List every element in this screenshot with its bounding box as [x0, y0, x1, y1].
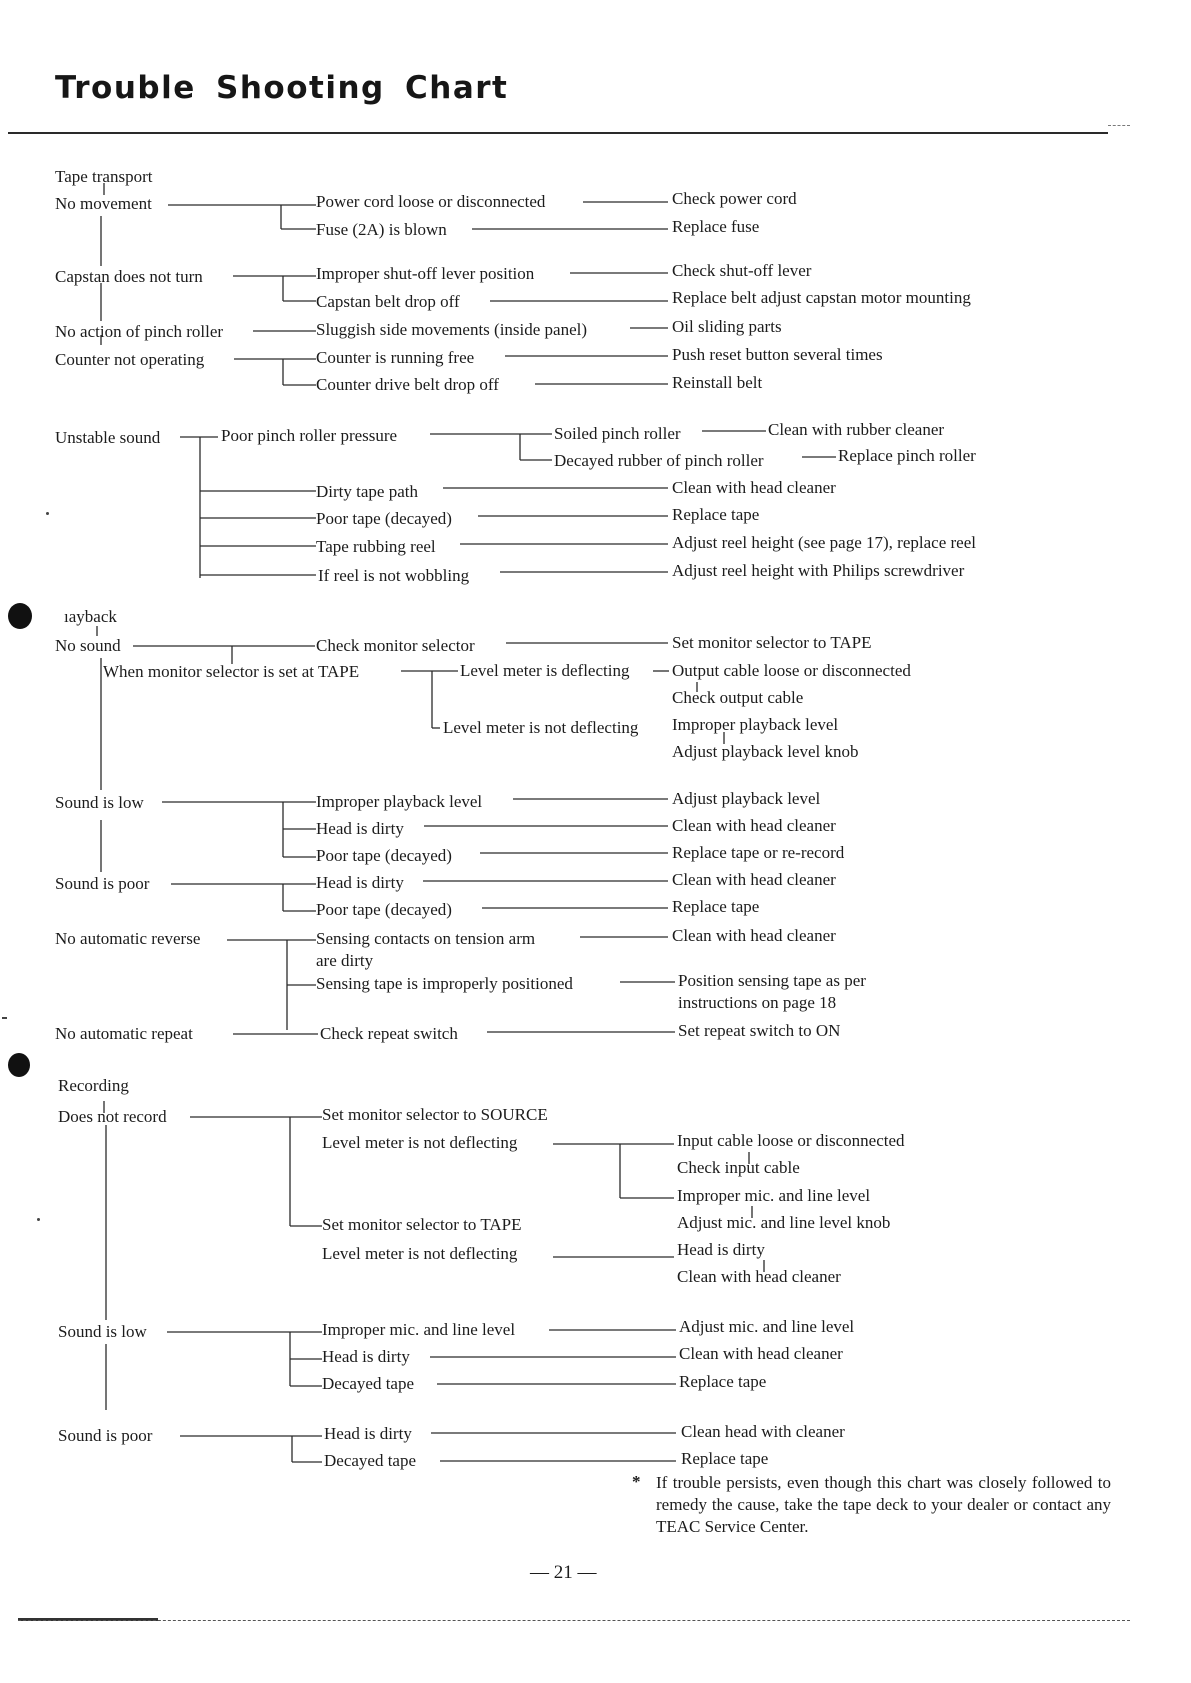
- cause-meter-deflecting: Level meter is deflecting: [460, 661, 630, 680]
- section-recording: Recording: [58, 1076, 129, 1095]
- remedy-adjust-reel: Adjust reel height (see page 17), replace reel: [672, 533, 976, 552]
- cause-dirty-path: Dirty tape path: [316, 482, 418, 501]
- remedy-input-cable: Input cable loose or disconnected: [677, 1131, 905, 1150]
- problem-sound-low: Sound is low: [58, 1322, 147, 1341]
- section-playback: ıayback: [64, 607, 117, 626]
- remedy-clean-head: Clean with head cleaner: [672, 870, 836, 889]
- problem-capstan: Capstan does not turn: [55, 267, 203, 286]
- remedy-replace-tape: Replace tape: [672, 897, 760, 916]
- section-tape-transport: Tape transport: [55, 167, 153, 186]
- remedy-replace-tape: Replace tape: [681, 1449, 769, 1468]
- remedy-replace-belt: Replace belt adjust capstan motor mounting: [672, 288, 971, 307]
- problem-unstable: Unstable sound: [55, 428, 161, 447]
- remedy-clean-rubber: Clean with rubber cleaner: [768, 420, 945, 439]
- cause-set-source: Set monitor selector to SOURCE: [322, 1105, 548, 1124]
- binder-hole-mark: [8, 1053, 30, 1077]
- problem-no-reverse: No automatic reverse: [55, 929, 201, 948]
- remedy-clean-head: Clean head with cleaner: [681, 1422, 845, 1441]
- cause-when-tape: When monitor selector is set at TAPE: [103, 662, 360, 681]
- remedy-position-sensing: Position sensing tape as per: [678, 971, 866, 990]
- cause-head-dirty: Head is dirty: [322, 1347, 410, 1366]
- remedy-oil: Oil sliding parts: [672, 317, 782, 336]
- cause-shutoff: Improper shut-off lever position: [316, 264, 535, 283]
- cause-meter-not-deflecting: Level meter is not deflecting: [443, 718, 639, 737]
- cause-rubbing: Tape rubbing reel: [316, 537, 436, 556]
- remedy-adjust-philips: Adjust reel height with Philips screwdriver: [672, 561, 965, 580]
- cause-head-dirty: Head is dirty: [324, 1424, 412, 1443]
- cause-decayed-tape: Decayed tape: [322, 1374, 415, 1393]
- cause-soiled: Soiled pinch roller: [554, 424, 681, 443]
- page-title: Trouble Shooting Chart: [55, 70, 509, 106]
- remedy-check-output: Check output cable: [672, 688, 804, 707]
- cause-meter-not: Level meter is not deflecting: [322, 1244, 518, 1263]
- remedy-push-reset: Push reset button several times: [672, 345, 883, 364]
- cause-poor-tape: Poor tape (decayed): [316, 846, 452, 865]
- remedy-adjust-mic: Adjust mic. and line level: [679, 1317, 855, 1336]
- remedy-clean-head: Clean with head cleaner: [679, 1344, 843, 1363]
- remedy-replace-rerecord: Replace tape or re-record: [672, 843, 845, 862]
- remedy-clean-head: Clean with head cleaner: [672, 816, 836, 835]
- cause-poor-tape: Poor tape (decayed): [316, 509, 452, 528]
- remedy-clean-head: Clean with head cleaner: [672, 926, 836, 945]
- remedy-replace-fuse: Replace fuse: [672, 217, 760, 236]
- cause-sensing-contacts: Sensing contacts on tension arm: [316, 929, 536, 948]
- problem-sound-poor: Sound is poor: [55, 874, 150, 893]
- cause-improper-playback: Improper playback level: [672, 715, 839, 734]
- cause-meter-not: Level meter is not deflecting: [322, 1133, 518, 1152]
- remedy-set-tape: Set monitor selector to TAPE: [672, 633, 872, 652]
- speck: [2, 1017, 7, 1019]
- cause-check-monitor: Check monitor selector: [316, 636, 475, 655]
- remedy-output-cable: Output cable loose or disconnected: [672, 661, 911, 680]
- remedy-adjust-knob: Adjust playback level knob: [672, 742, 859, 761]
- cause-are-dirty: are dirty: [316, 951, 374, 970]
- problem-no-movement: No movement: [55, 194, 152, 213]
- cause-set-tape: Set monitor selector to TAPE: [322, 1215, 522, 1234]
- bottom-rule: [18, 1620, 1130, 1621]
- cause-wobbling: If reel is not wobbling: [318, 566, 470, 585]
- cause-improper-mic: Improper mic. and line level: [677, 1186, 871, 1205]
- remedy-clean-head: Clean with head cleaner: [677, 1267, 841, 1286]
- cause-head-dirty: Head is dirty: [316, 819, 404, 838]
- cause-decayed-rubber: Decayed rubber of pinch roller: [554, 451, 764, 470]
- page-number: — 21 —: [530, 1562, 597, 1583]
- problem-no-sound: No sound: [55, 636, 121, 655]
- remedy-adjust-level: Adjust playback level: [672, 789, 821, 808]
- cause-decayed-tape: Decayed tape: [324, 1451, 417, 1470]
- remedy-check-input: Check input cable: [677, 1158, 800, 1177]
- remedy-reinstall: Reinstall belt: [672, 373, 763, 392]
- remedy-replace-tape: Replace tape: [672, 505, 760, 524]
- remedy-replace-pinch: Replace pinch roller: [838, 446, 976, 465]
- cause-improper-level: Improper playback level: [316, 792, 483, 811]
- cause-fuse: Fuse (2A) is blown: [316, 220, 447, 239]
- cause-sluggish: Sluggish side movements (inside panel): [316, 320, 588, 339]
- problem-sound-poor: Sound is poor: [58, 1426, 153, 1445]
- remedy-instructions: instructions on page 18: [678, 993, 837, 1012]
- speck: [46, 512, 49, 515]
- speck: [37, 1218, 40, 1221]
- problem-counter: Counter not operating: [55, 350, 205, 369]
- problem-no-record: Does not record: [58, 1107, 167, 1126]
- remedy-adjust-mic-knob: Adjust mic. and line level knob: [677, 1213, 891, 1232]
- problem-no-repeat: No automatic repeat: [55, 1024, 193, 1043]
- cause-counter-free: Counter is running free: [316, 348, 475, 367]
- footnote: If trouble persists, even though this chart was closely followed to remedy the cause, take the tape deck to your dealer or contact any TEAC Service Center.: [656, 1473, 1111, 1536]
- cause-head-dirty: Head is dirty: [316, 873, 404, 892]
- remedy-shutoff: Check shut-off lever: [672, 261, 812, 280]
- remedy-set-repeat: Set repeat switch to ON: [678, 1021, 841, 1040]
- remedy-check-power-cord: Check power cord: [672, 189, 797, 208]
- cause-capstan-belt: Capstan belt drop off: [316, 292, 460, 311]
- binder-hole-mark: [8, 603, 32, 629]
- cause-power-cord: Power cord loose or disconnected: [316, 192, 546, 211]
- cause-pinch-pressure: Poor pinch roller pressure: [221, 426, 398, 445]
- cause-sensing-tape: Sensing tape is improperly positioned: [316, 974, 573, 993]
- problem-sound-low: Sound is low: [55, 793, 144, 812]
- cause-counter-belt: Counter drive belt drop off: [316, 375, 499, 394]
- remedy-replace-tape: Replace tape: [679, 1372, 767, 1391]
- problem-pinch-roller: No action of pinch roller: [55, 322, 224, 341]
- remedy-clean-head: Clean with head cleaner: [672, 478, 836, 497]
- footnote-marker: *: [632, 1472, 641, 1491]
- remedy-head-dirty: Head is dirty: [677, 1240, 765, 1259]
- cause-check-repeat: Check repeat switch: [320, 1024, 458, 1043]
- cause-poor-tape: Poor tape (decayed): [316, 900, 452, 919]
- cause-improper-mic: Improper mic. and line level: [322, 1320, 516, 1339]
